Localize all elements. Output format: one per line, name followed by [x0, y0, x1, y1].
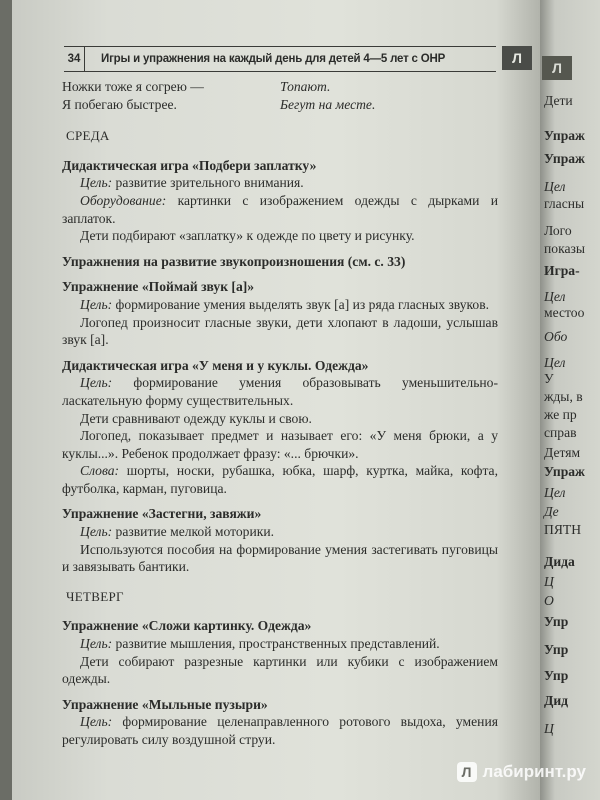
chapter-tab: Л — [502, 46, 532, 70]
page-number: 34 — [64, 47, 85, 71]
poem — [62, 78, 498, 113]
words-label: Слова: — [80, 463, 120, 479]
right-page-line: Цел — [544, 355, 566, 370]
body-paragraph: Дети подбирают «заплатку» к одежде по цвету и рисунку. — [80, 228, 415, 244]
goal-label: Цель: — [80, 636, 113, 652]
right-page-line: Дида — [544, 554, 575, 569]
poem-right-column — [280, 78, 498, 113]
running-title: Игры и упражнения на каждый день для детей 4—5 лет с ОНР — [101, 53, 446, 65]
goal-paragraph — [62, 635, 498, 653]
goal-label: Цель: — [80, 296, 113, 312]
right-page-line: Обо — [544, 329, 568, 344]
block-title: Упражнение «Мыльные пузыри» — [62, 696, 268, 712]
right-page-line: Ц — [544, 721, 554, 736]
right-page-line: Игра- — [544, 263, 580, 278]
running-header — [64, 46, 496, 72]
right-page — [540, 0, 600, 800]
page-content — [62, 78, 498, 749]
right-page-line: ПЯТН — [544, 522, 582, 537]
goal-text: формирование целенаправленного ротового выдоха, умения регулировать силу воздушной струи. — [62, 714, 498, 747]
right-page-line: Упраж — [544, 151, 585, 166]
body-paragraph: Логопед произносит гласные звуки, дети хлопают в ладоши, услышав звук [а]. — [62, 314, 498, 348]
left-page — [12, 0, 550, 800]
equipment-label: Оборудование: — [80, 192, 167, 208]
goal-label: Цель: — [80, 524, 113, 540]
right-page-line: гласны — [544, 196, 585, 211]
equipment-paragraph — [62, 192, 498, 227]
goal-text: формирование умения выделять звук [а] из ряда гласных звуков. — [112, 296, 490, 312]
right-page-line: жды, в — [544, 389, 583, 404]
block-title: Дидактическая игра «У меня и у куклы. Одежда» — [62, 357, 369, 373]
right-page-line: Цел — [544, 179, 566, 194]
goal-label: Цель: — [80, 714, 113, 730]
body-paragraph: Дети сравнивают одежду куклы и свою. — [80, 410, 312, 426]
right-page-line: Лого — [544, 223, 572, 238]
right-page-line: У — [544, 371, 554, 386]
right-page-line: Упраж — [544, 128, 585, 143]
right-page-line: Цел — [544, 485, 566, 500]
block-title: Упражнение «Застегни, завяжи» — [62, 506, 262, 522]
goal-text: развитие мелкой моторики. — [112, 524, 275, 540]
words-paragraph — [62, 462, 498, 497]
goal-text: развитие зрительного внимания. — [112, 175, 304, 191]
right-page-line: Упр — [544, 668, 569, 683]
labirint-logo-icon: Л — [457, 762, 477, 782]
goal-paragraph — [62, 174, 498, 192]
right-page-line: Детям — [544, 445, 581, 460]
body-paragraph: Дети собирают разрезные картинки или кубики с изображением одежды. — [62, 653, 498, 687]
body-paragraph: Логопед, показывает предмет и называет его: «У меня брюки, а у куклы...». Ребенок продолжает фразу: «... брючки». — [62, 428, 498, 461]
poem-line: Ножки тоже я согрею — — [62, 79, 204, 94]
right-page-line: Упр — [544, 642, 569, 657]
block-title: Дидактическая игра «Подбери заплатку» — [62, 157, 317, 173]
goal-paragraph — [62, 374, 498, 409]
right-page-line: Упр — [544, 614, 569, 629]
words-text: шорты, носки, рубашка, юбка, шарф, куртка, майка, кофта, футболка, карман, пуговица. — [62, 463, 498, 496]
goal-text: развитие мышления, пространственных представлений. — [112, 636, 440, 652]
block-title: Упражнение «Сложи картинку. Одежда» — [62, 618, 312, 634]
watermark-text: лабиринт.ру — [482, 762, 586, 781]
right-page-line: Упраж — [544, 464, 585, 479]
goal-paragraph — [62, 713, 498, 748]
body-paragraph: Используются пособия на формирование умения застегивать пуговицы и завязывать бантики. — [62, 541, 498, 575]
equipment-text: картинки с изображением одежды с дырками и заплаток. — [62, 192, 498, 226]
goal-label: Цель: — [80, 175, 113, 191]
right-page-line: Дети — [544, 93, 573, 108]
goal-text: формирование умения образовывать уменьшительно-ласкательную форму существительных. — [62, 375, 498, 408]
right-page-line: Цел — [544, 289, 566, 304]
section-thursday: ЧЕТВЕРГ — [66, 588, 124, 604]
section-wednesday: СРЕДА — [66, 128, 110, 144]
goal-paragraph — [62, 296, 498, 314]
right-chapter-tab: Л — [542, 56, 572, 80]
block-title: Упражнение «Поймай звук [а]» — [62, 279, 255, 295]
poem-line: Я побегаю быстрее. — [62, 96, 177, 112]
poem-line: Топают. — [280, 79, 331, 94]
right-page-line: же пр — [544, 407, 577, 422]
right-page-line: Дид — [544, 693, 569, 708]
goal-label: Цель: — [80, 375, 113, 391]
block-title: Упражнения на развитие звукопроизношения (см. с. 33) — [62, 253, 406, 269]
poem-line: Бегут на месте. — [280, 96, 376, 112]
goal-paragraph — [62, 523, 498, 541]
right-page-line: Ц — [544, 574, 554, 589]
poem-left-column — [62, 78, 280, 113]
right-page-line: О — [544, 593, 554, 608]
right-page-line: местоо — [544, 305, 585, 320]
right-page-line: показы — [544, 241, 586, 256]
right-page-line: справ — [544, 425, 577, 440]
watermark — [457, 762, 586, 782]
right-page-line: Де — [544, 504, 559, 519]
